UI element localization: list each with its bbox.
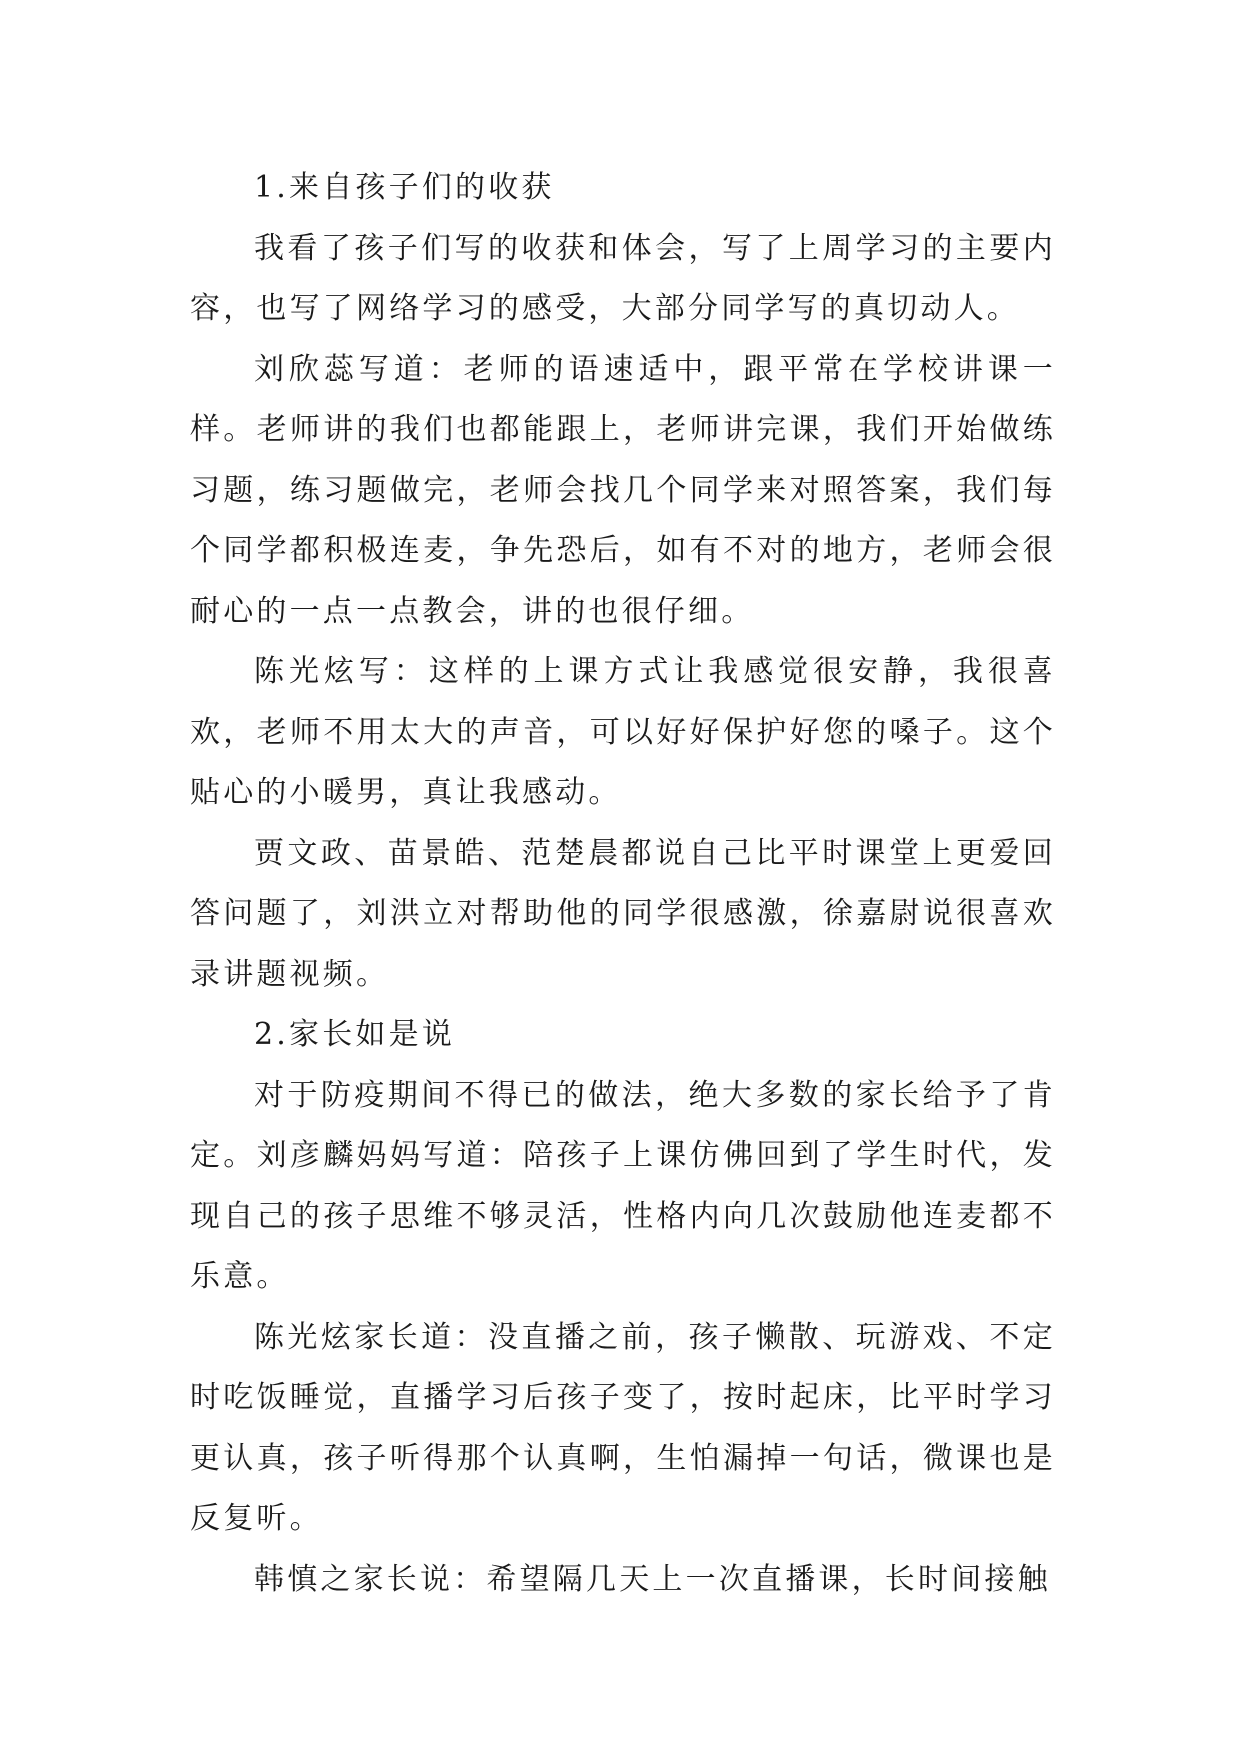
paragraph-harvest-intro: 我看了孩子们写的收获和体会，写了上周学习的主要内容，也写了网络学习的感受，大部分同学写的真切动人。 [190, 230, 1056, 326]
section-heading-1: 1.来自孩子们的收获 [254, 170, 555, 205]
paragraph-liu-xinrui: 刘欣蕊写道：老师的语速适中，跟平常在学校讲课一样。老师讲的我们也都能跟上，老师讲完课，我们开始做练习题，练习题做完，老师会找几个同学来对照答案，我们每个同学都积极连麦，争先恐后，如有不对的地方，老师会很耐心的一点一点教会，讲的也很仔细。 [190, 351, 1056, 629]
paragraph-students-summary: 贾文政、苗景皓、范楚晨都说自己比平时课堂上更爱回答问题了，刘洪立对帮助他的同学很感激，徐嘉尉说很喜欢录讲题视频。 [190, 835, 1056, 992]
paragraph-parents-intro: 对于防疫期间不得已的做法，绝大多数的家长给予了肯定。刘彦麟妈妈写道：陪孩子上课仿佛回到了学生时代，发现自己的孩子思维不够灵活，性格内向几次鼓励他连麦都不乐意。 [190, 1077, 1056, 1294]
paragraph-han-parent: 韩慎之家长说：希望隔几天上一次直播课，长时间接触 [254, 1561, 1051, 1597]
document-page [190, 158, 1056, 1610]
paragraph-chen-guangxuan: 陈光炫写：这样的上课方式让我感觉很安静，我很喜欢，老师不用太大的声音，可以好好保护好您的嗓子。这个贴心的小暖男，真让我感动。 [190, 654, 1056, 810]
section-heading-2: 2.家长如是说 [254, 1017, 456, 1052]
paragraph-chen-parent: 陈光炫家长道：没直播之前，孩子懒散、玩游戏、不定时吃饭睡觉，直播学习后孩子变了，按时起床，比平时学习更认真，孩子听得那个认真啊，生怕漏掉一句话，微课也是反复听。 [190, 1319, 1056, 1536]
